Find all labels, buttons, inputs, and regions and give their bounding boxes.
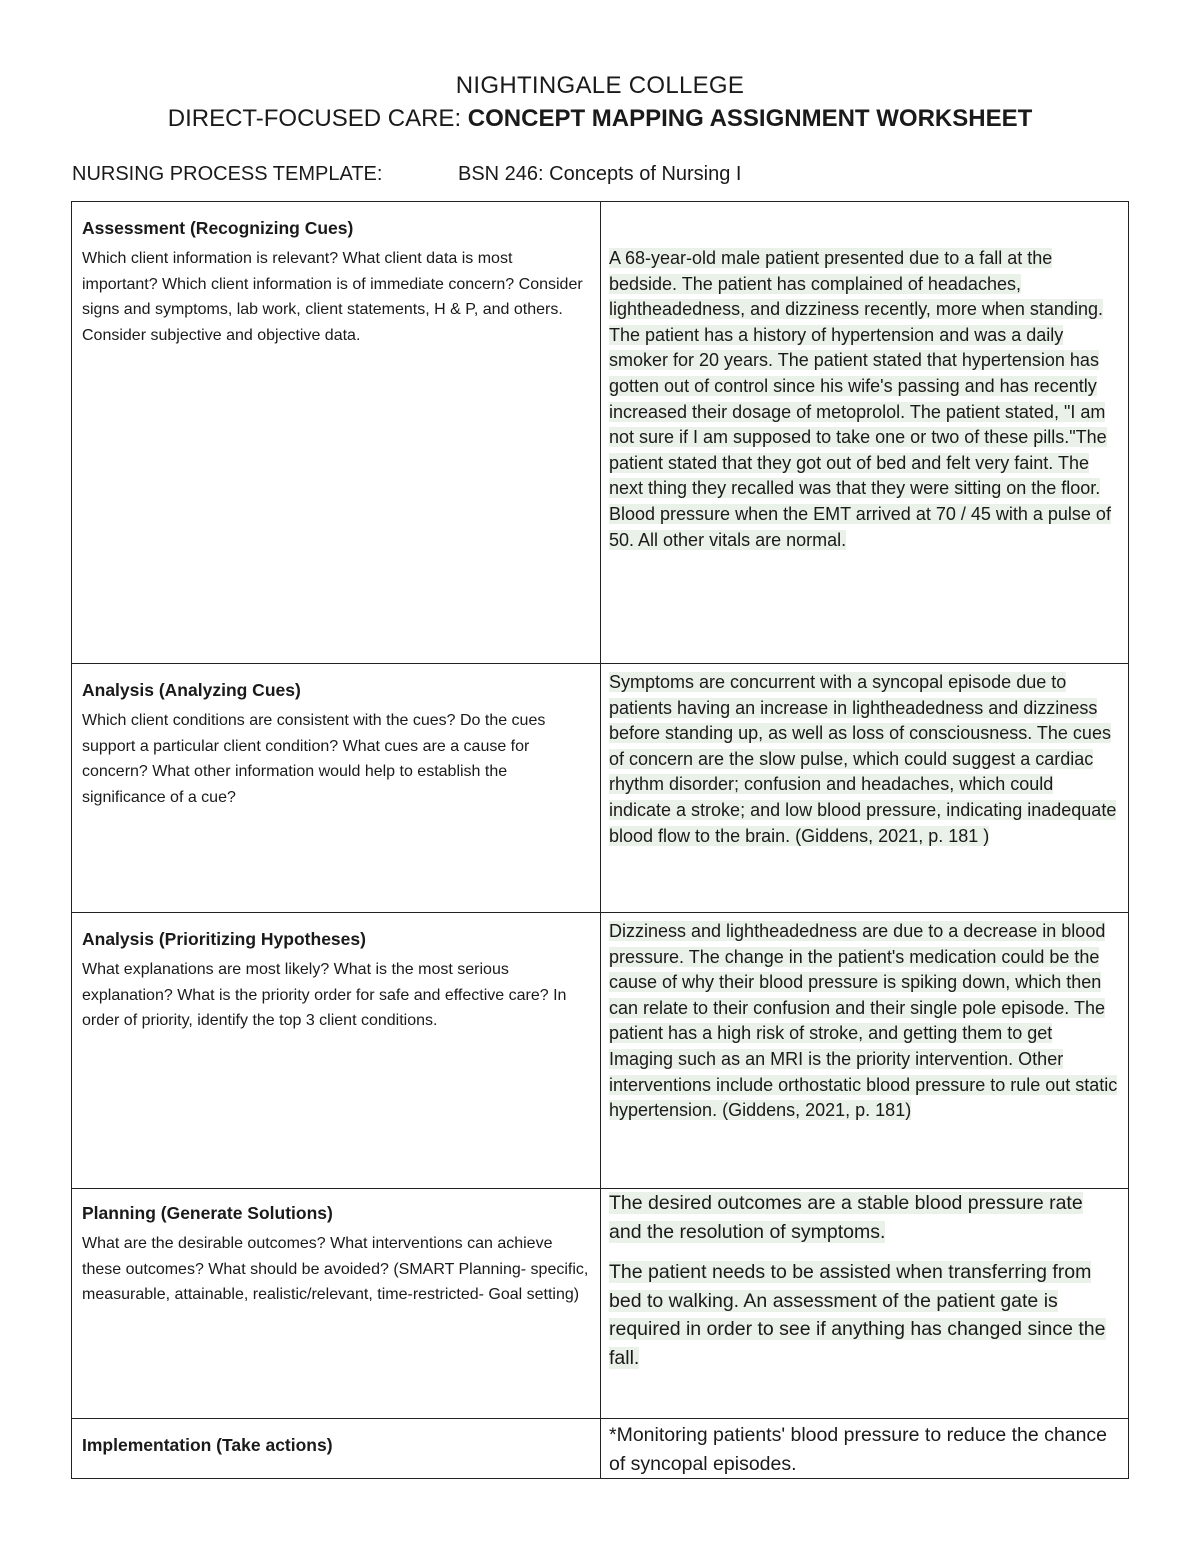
worksheet-title-bold: CONCEPT MAPPING ASSIGNMENT WORKSHEET: [467, 105, 1033, 132]
row-prompt: Which client conditions are consistent with the cues? Do the cues support a particular client condition? What cues are a cause for concern? What other information would help to establish the significance of a cue?: [82, 712, 546, 806]
course-name: BSN 246: Concepts of Nursing I: [458, 163, 742, 185]
prompt-cell: [72, 913, 601, 1189]
prompt-cell: [72, 664, 601, 913]
worksheet-title-prefix: DIRECT-FOCUSED CARE:: [167, 105, 468, 132]
table-row-planning: [72, 1189, 1129, 1419]
prompt-cell: [72, 202, 601, 664]
row-title: Analysis (Analyzing Cues): [82, 680, 301, 700]
prompt-cell: [72, 1189, 601, 1419]
answer-cell: [601, 202, 1129, 664]
answer-text: [609, 246, 1118, 553]
row-prompt: What are the desirable outcomes? What interventions can achieve these outcomes? What should be avoided? (SMART Planning- specific, measurable, attainable, realistic/relevant, time-restricted- Goal setting): [82, 1235, 589, 1303]
table-row-analyzing-cues: [72, 664, 1129, 913]
college-name: NIGHTINGALE COLLEGE: [455, 72, 745, 99]
prompt-cell: [72, 1419, 601, 1479]
row-title: Analysis (Prioritizing Hypotheses): [82, 929, 366, 949]
row-prompt: Which client information is relevant? What client data is most important? Which client information is of immediate concern? Consider signs and symptoms, lab work, client statements, H & P, and others. Consider subjective and objective data.: [82, 250, 583, 344]
answer-highlight: A 68-year-old male patient presented due to a fall at the bedside. The patient has complained of headaches, lightheadedness, and dizziness recently, more when standing. The patient has a history of hypertension and was a daily smoker for 20 years. The patient stated that hypertension has gotten out of control since his wife's passing and has recently increased their dosage of metoprolol. The patient stated, "I am not sure if I am supposed to take one or two of these pills."The patient stated that they got out of bed and felt very faint. The next thing they recalled was that they were sitting on the floor. Blood pressure when the EMT arrived at 70 / 45 with a pulse of 50. All other vitals are normal.: [609, 248, 1111, 550]
answer-paragraph: [609, 1189, 1118, 1246]
answer-highlight: The desired outcomes are a stable blood pressure rate and the resolution of symptoms.: [609, 1192, 1083, 1243]
worksheet-title: [0, 102, 1200, 136]
row-title: Implementation (Take actions): [82, 1435, 333, 1455]
table-row-assessment: [72, 202, 1129, 664]
nursing-process-table: [71, 201, 1129, 1479]
template-label: NURSING PROCESS TEMPLATE:: [72, 163, 383, 185]
table-row-prioritizing-hypotheses: [72, 913, 1129, 1189]
answer-text: [609, 1189, 1118, 1372]
answer-text: *Monitoring patients' blood pressure to reduce the chance of syncopal episodes.: [609, 1424, 1108, 1475]
template-line: [72, 160, 742, 188]
answer-text: [609, 919, 1118, 1124]
row-title: Assessment (Recognizing Cues): [82, 218, 354, 238]
answer-text: [609, 670, 1118, 849]
answer-cell: [601, 1189, 1129, 1419]
answer-paragraph: [609, 1258, 1118, 1372]
answer-cell: [601, 664, 1129, 913]
answer-cell: [601, 913, 1129, 1189]
row-prompt: What explanations are most likely? What is the most serious explanation? What is the priority order for safe and effective care? In order of priority, identify the top 3 client conditions.: [82, 961, 567, 1029]
answer-highlight: Dizziness and lightheadedness are due to a decrease in blood pressure. The change in the patient's medication could be the cause of why their blood pressure is spiking down, which then can relate to their confusion and their single pole episode. The patient has a high risk of stroke, and getting them to get Imaging such as an MRI is the priority intervention. Other interventions include orthostatic blood pressure to rule out static hypertension. (Giddens, 2021, p. 181): [609, 921, 1118, 1121]
answer-highlight: The patient needs to be assisted when transferring from bed to walking. An assessment of the patient gate is required in order to see if anything has changed since the fall.: [609, 1261, 1106, 1369]
document-header: [0, 70, 1200, 136]
answer-cell: [601, 1419, 1129, 1479]
table-row-implementation: [72, 1419, 1129, 1479]
row-title: Planning (Generate Solutions): [82, 1203, 333, 1223]
answer-highlight: Symptoms are concurrent with a syncopal episode due to patients having an increase in lightheadedness and dizziness before standing up, as well as loss of consciousness. The cues of concern are the slow pulse, which could suggest a cardiac rhythm disorder; confusion and headaches, which could indicate a stroke; and low blood pressure, indicating inadequate blood flow to the brain. (Giddens, 2021, p. 181 ): [609, 672, 1117, 846]
